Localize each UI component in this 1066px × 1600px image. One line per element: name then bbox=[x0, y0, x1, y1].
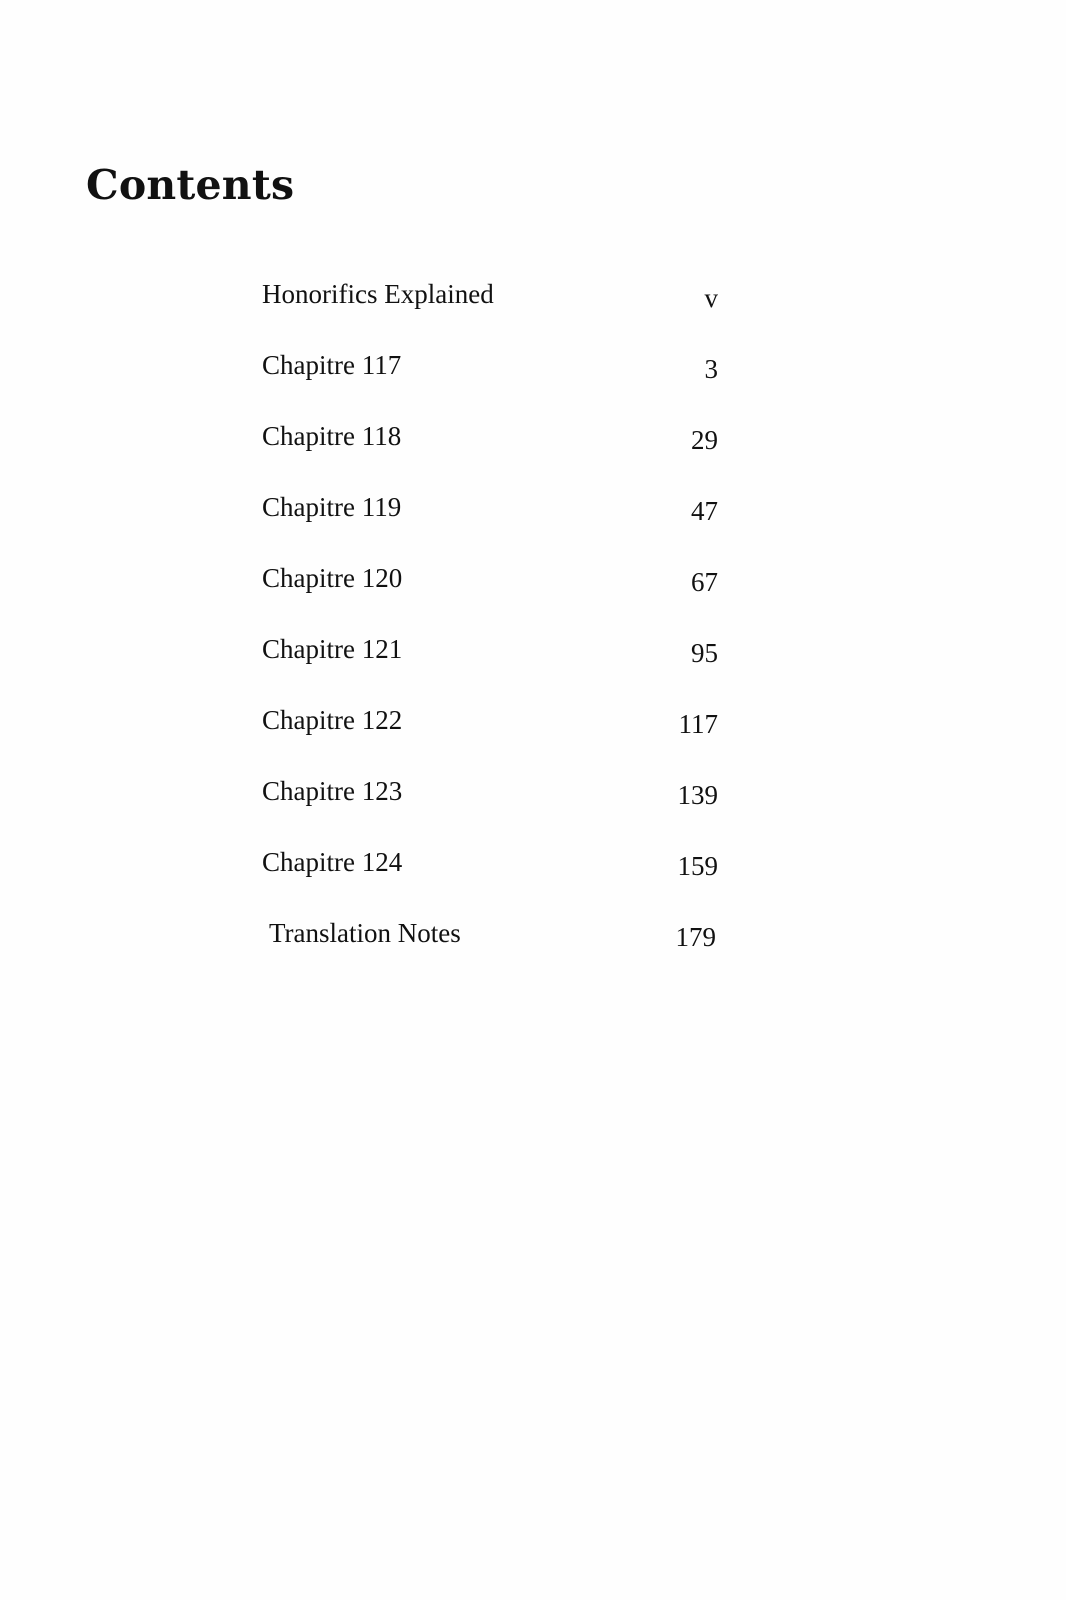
toc-entry-chapitre-122[interactable] bbox=[262, 700, 718, 771]
toc-entry-page-number: v bbox=[704, 283, 718, 313]
toc-entry-page-number: 3 bbox=[704, 354, 718, 384]
toc-entry-label: Translation Notes bbox=[269, 918, 461, 948]
toc-entry-page-number: 95 bbox=[691, 638, 718, 668]
toc-entry-label: Chapitre 119 bbox=[262, 492, 402, 522]
toc-entry-honorifics[interactable] bbox=[262, 274, 718, 345]
toc-entry-page-number: 179 bbox=[675, 922, 716, 952]
toc-entry-label: Chapitre 120 bbox=[262, 563, 403, 593]
toc-entry-chapitre-124[interactable] bbox=[262, 842, 718, 913]
toc-entry-label: Chapitre 117 bbox=[262, 350, 402, 380]
table-of-contents bbox=[262, 274, 718, 984]
toc-entry-chapitre-120[interactable] bbox=[262, 558, 718, 629]
toc-entry-page-number: 47 bbox=[691, 496, 718, 526]
toc-entry-page-number: 67 bbox=[691, 567, 718, 597]
toc-entry-label: Chapitre 118 bbox=[262, 421, 402, 451]
toc-entry-translation-notes[interactable] bbox=[262, 913, 718, 984]
toc-entry-label: Honorifics Explained bbox=[262, 279, 494, 309]
toc-entry-label: Chapitre 121 bbox=[262, 634, 403, 664]
toc-entry-label: Chapitre 124 bbox=[262, 847, 403, 877]
page-title: Contents bbox=[86, 161, 295, 209]
toc-entry-chapitre-121[interactable] bbox=[262, 629, 718, 700]
toc-entry-page-number: 159 bbox=[677, 851, 718, 881]
toc-entry-chapitre-118[interactable] bbox=[262, 416, 718, 487]
toc-entry-label: Chapitre 122 bbox=[262, 705, 403, 735]
toc-entry-chapitre-119[interactable] bbox=[262, 487, 718, 558]
toc-entry-chapitre-117[interactable] bbox=[262, 345, 718, 416]
toc-entry-label: Chapitre 123 bbox=[262, 776, 403, 806]
toc-entry-page-number: 117 bbox=[678, 709, 718, 739]
toc-entry-page-number: 139 bbox=[677, 780, 718, 810]
toc-entry-page-number: 29 bbox=[691, 425, 718, 455]
toc-entry-chapitre-123[interactable] bbox=[262, 771, 718, 842]
